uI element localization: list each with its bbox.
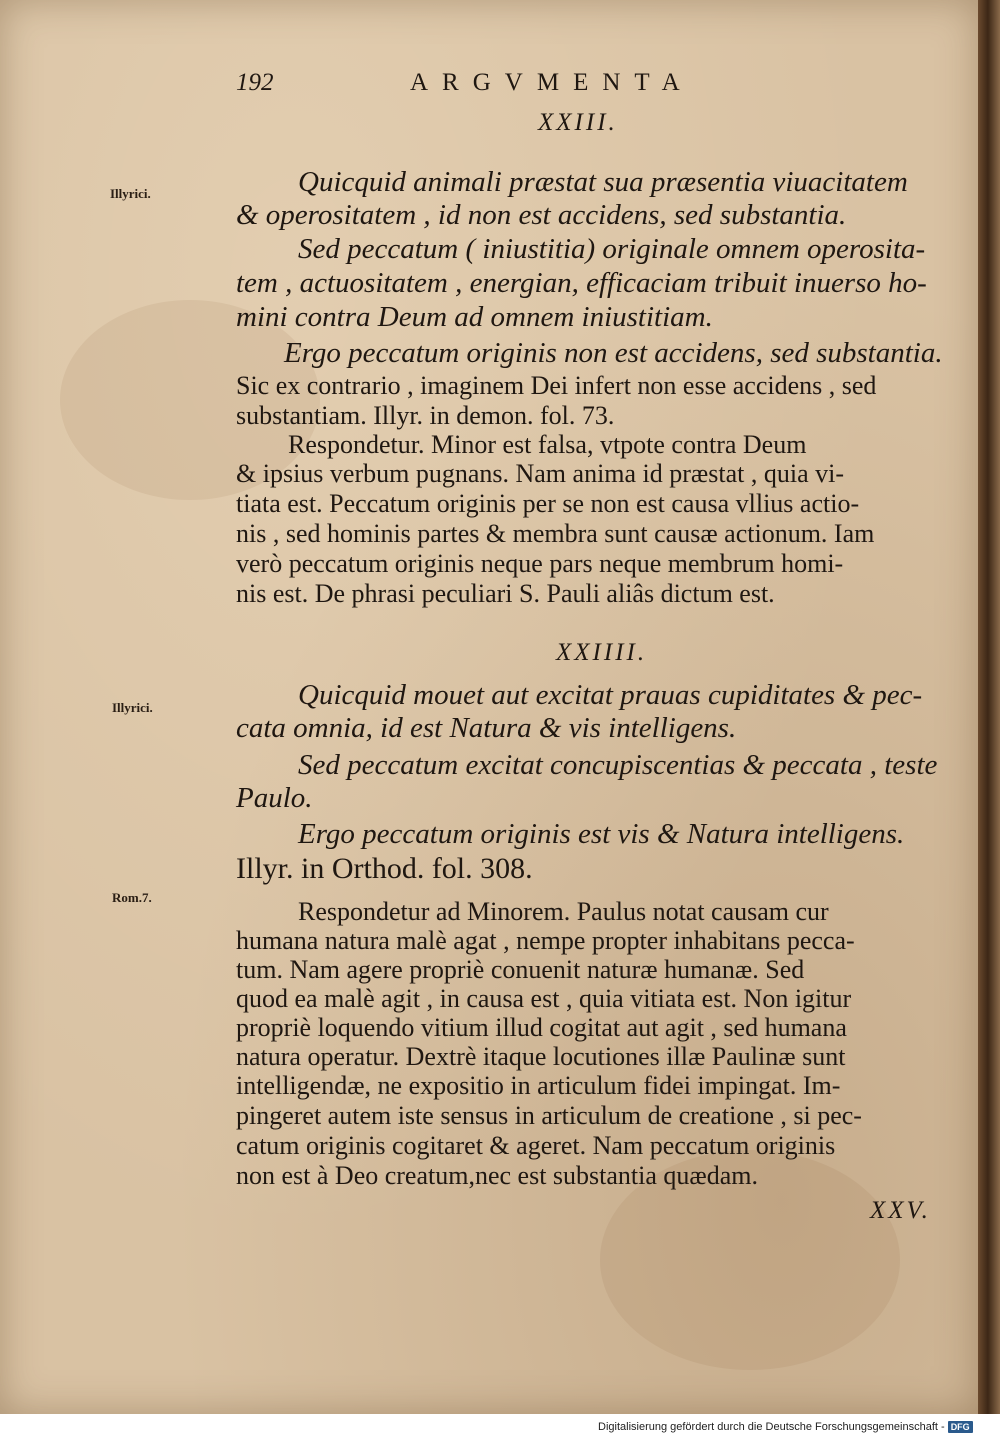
text-line: cata omnia, id est Natura & vis intelligens. — [236, 712, 737, 744]
text-line: intelligendæ, ne expositio in articulum fidei impingat. Im- — [236, 1071, 841, 1100]
text-line: quod ea malè agit , in causa est , quia vitiata est. Non igitur — [236, 984, 852, 1013]
text-line: verò peccatum originis neque pars neque membrum homi- — [236, 549, 844, 578]
text-line: pingeret autem iste sensus in articulum de creatione , si pec- — [236, 1101, 862, 1130]
dfg-logo: DFG — [948, 1421, 973, 1433]
text-line: Sed peccatum excitat concupiscentias & peccata , teste — [298, 749, 938, 781]
text-line: & operositatem , id non est accidens, sed substantia. — [236, 199, 847, 231]
text-line: tiata est. Peccatum originis per se non est causa vllius actio- — [236, 489, 860, 518]
margin-note: Illyrici. — [110, 186, 151, 201]
text-line: nis est. De phrasi peculiari S. Pauli aliâs dictum est. — [236, 579, 775, 608]
footer-text: Digitalisierung gefördert durch die Deutsche Forschungsgemeinschaft - — [598, 1421, 945, 1433]
margin-note: Rom.7. — [112, 890, 152, 905]
section-heading: XXIIII. — [556, 639, 648, 666]
text-line: & ipsius verbum pugnans. Nam anima id præstat , quia vi- — [236, 459, 845, 488]
running-head: ARGVMENTA — [410, 69, 694, 96]
text-line: Ergo peccatum originis non est accidens, sed substantia. — [284, 337, 943, 369]
text-line: propriè loquendo vitium illud cogitat aut agit , sed humana — [236, 1013, 847, 1042]
text-line: tem , actuositatem , energian, efficaciam tribuit inuerso ho- — [236, 267, 927, 299]
text-line: tum. Nam agere propriè conuenit naturæ humanæ. Sed — [236, 955, 805, 984]
text-line: humana natura malè agat , nempe propter inhabitans pecca- — [236, 926, 855, 955]
text-line: nis , sed hominis partes & membra sunt causæ actionum. Iam — [236, 519, 875, 548]
footer-credit — [598, 1418, 996, 1436]
text-line: Illyr. in Orthod. fol. 308. — [236, 852, 533, 885]
book-edge — [978, 0, 1000, 1414]
text-line: mini contra Deum ad omnem iniustitiam. — [236, 301, 713, 333]
text-line: Respondetur ad Minorem. Paulus notat causam cur — [298, 897, 829, 926]
text-line: non est à Deo creatum,nec est substantia quædam. — [236, 1161, 759, 1190]
text-line: Ergo peccatum originis est vis & Natura intelligens. — [298, 818, 905, 850]
text-line: Sed peccatum ( iniustitia) originale omnem operosita- — [298, 233, 926, 265]
catchword: XXV. — [870, 1197, 931, 1224]
text-line: Sic ex contrario , imaginem Dei infert non esse accidens , sed — [236, 371, 877, 400]
text-line: Quicquid mouet aut excitat prauas cupiditates & pec- — [298, 679, 923, 711]
margin-note: Illyrici. — [112, 700, 153, 715]
text-line: substantiam. Illyr. in demon. fol. 73. — [236, 401, 615, 430]
text-line: catum originis cogitaret & ageret. Nam peccatum originis — [236, 1131, 836, 1160]
text-line: Respondetur. Minor est falsa, vtpote contra Deum — [288, 430, 807, 459]
section-heading: XXIII. — [538, 109, 618, 136]
text-line: Quicquid animali præstat sua præsentia viuacitatem — [298, 166, 908, 198]
text-line: Paulo. — [236, 782, 313, 814]
text-line: natura operatur. Dextrè itaque locutiones illæ Paulinæ sunt — [236, 1042, 846, 1071]
page-number: 192 — [236, 69, 274, 96]
